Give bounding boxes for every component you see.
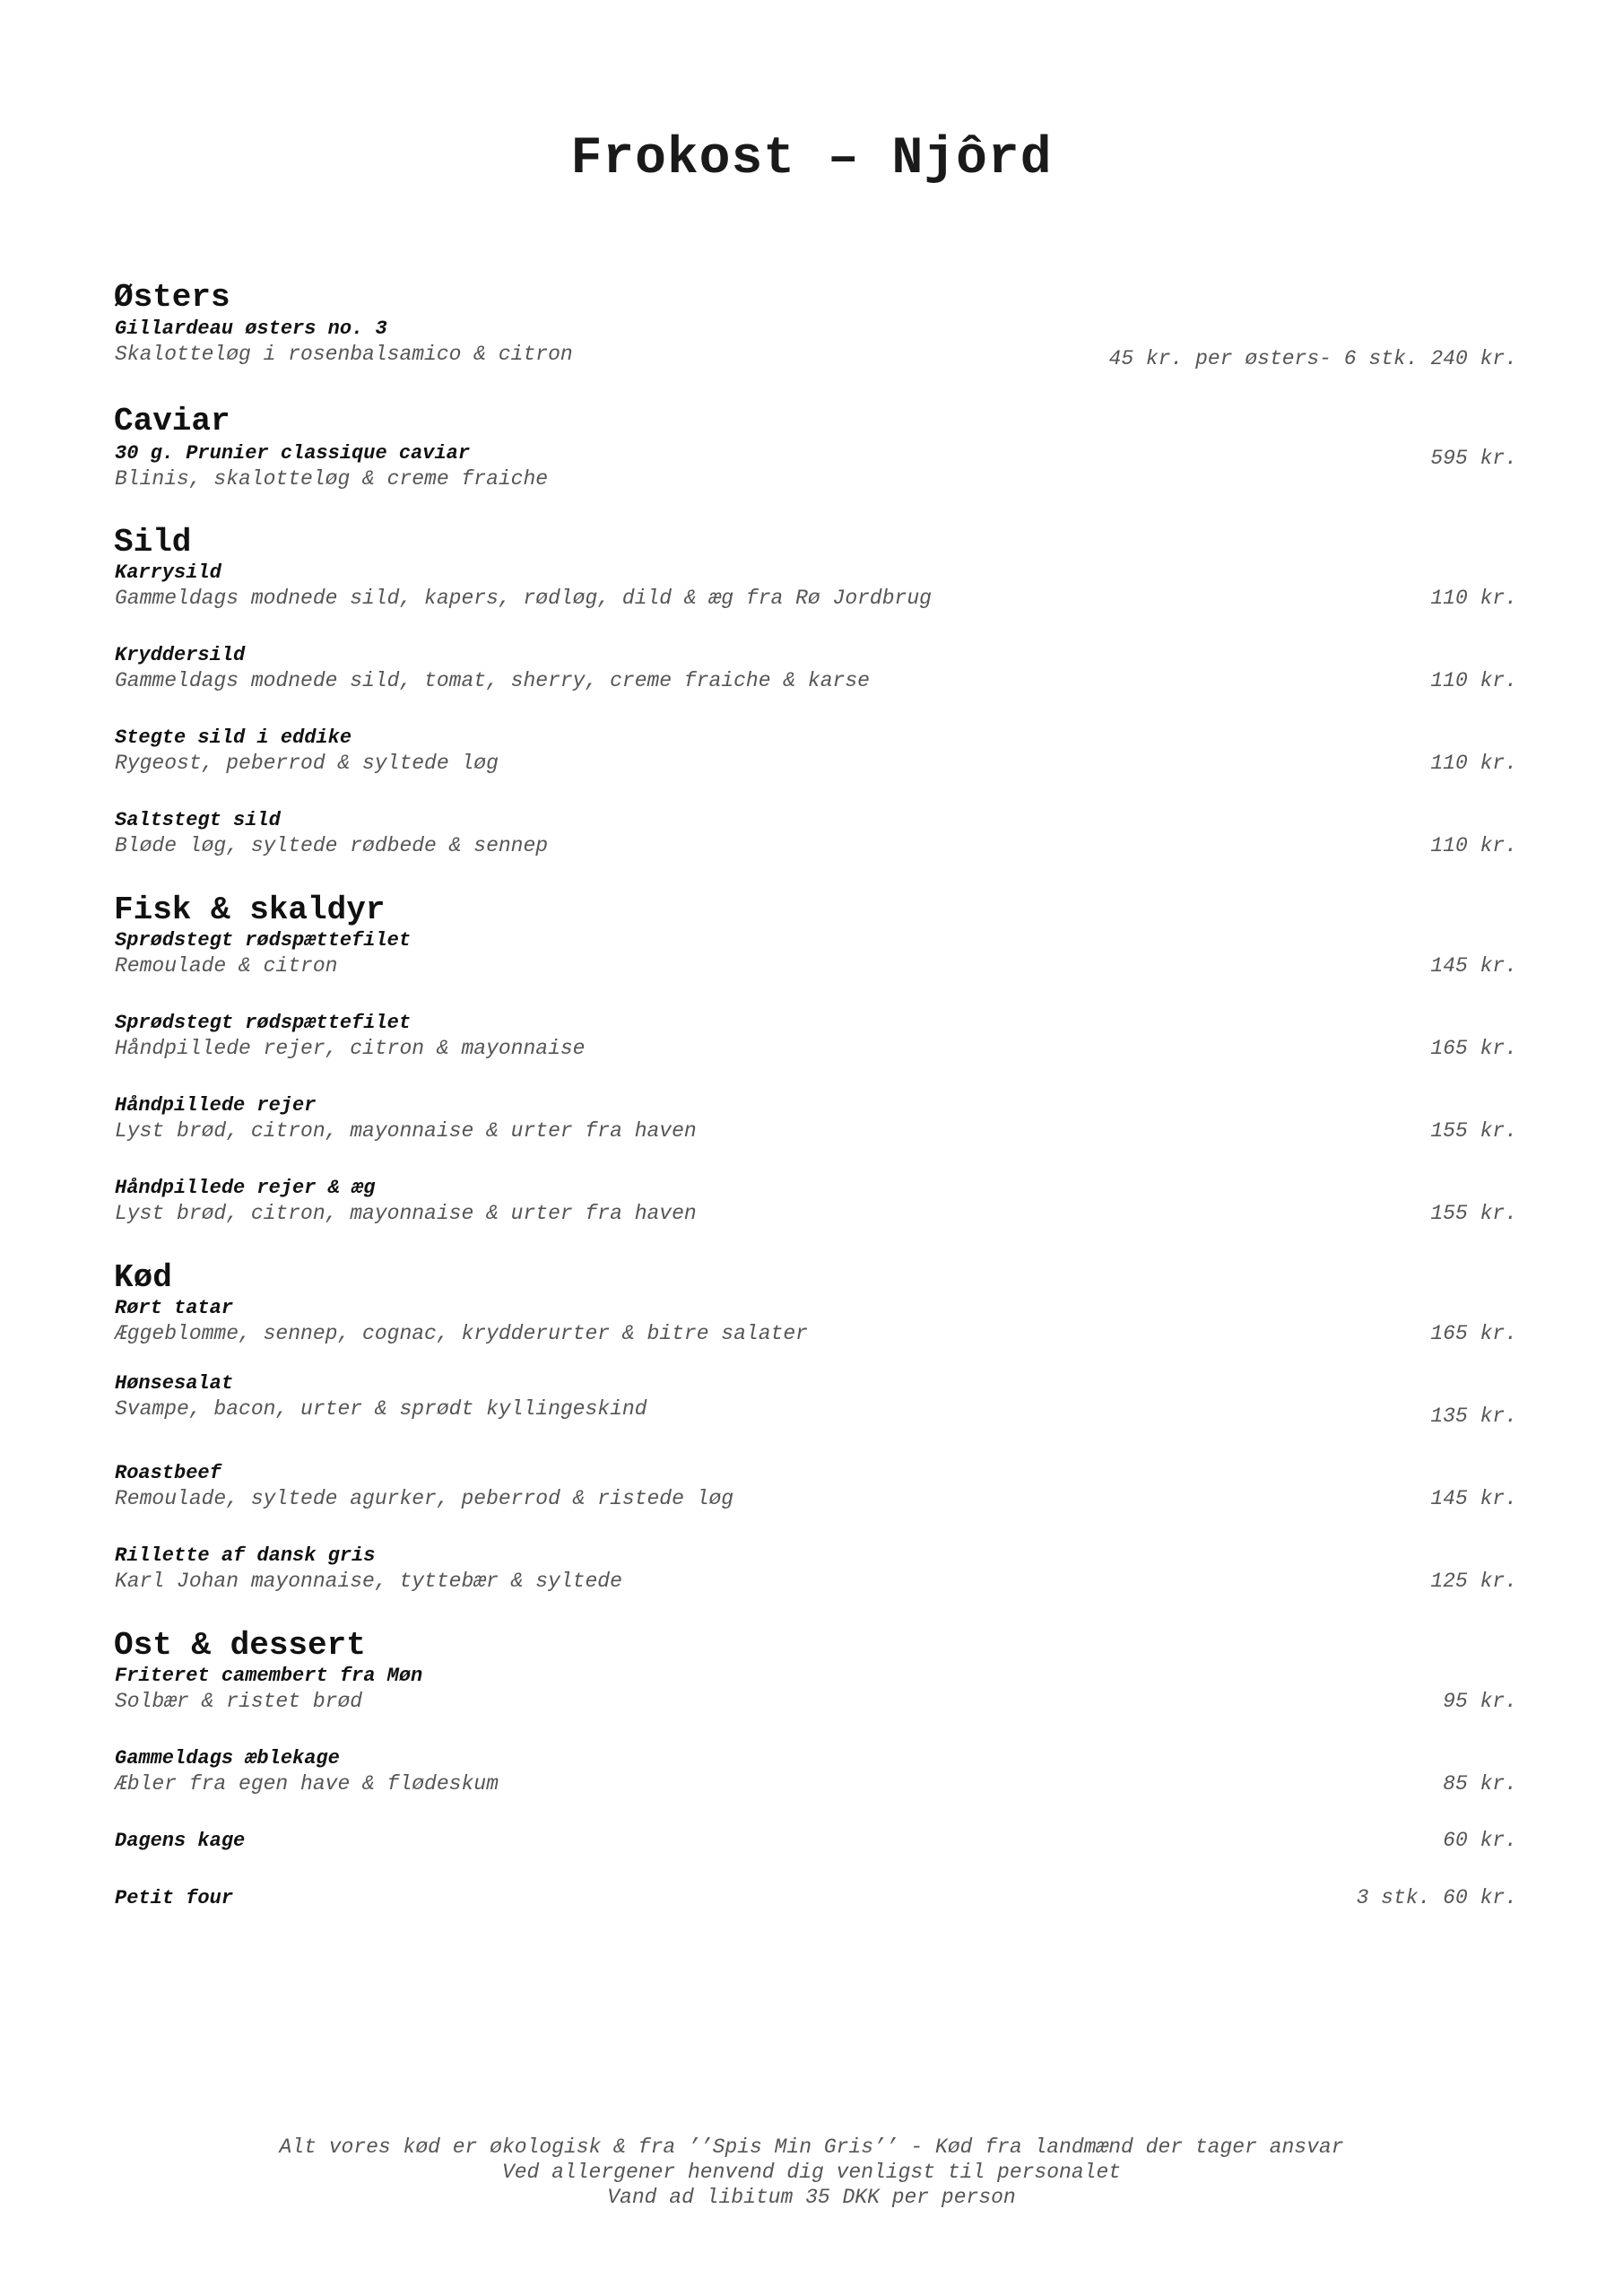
- menu-item-description: Æggeblomme, sennep, cognac, krydderurter & bitre salater: [115, 1322, 808, 1345]
- menu-item-price: 155 kr.: [1430, 1202, 1517, 1225]
- menu-item-name: Håndpillede rejer: [115, 1094, 317, 1117]
- menu-item-price: 135 kr.: [1430, 1405, 1517, 1428]
- menu-item-price: 145 kr.: [1430, 954, 1517, 978]
- menu-item-name: Stegte sild i eddike: [115, 726, 352, 749]
- menu-item-name: Kryddersild: [115, 644, 246, 666]
- menu-item-description: Håndpillede rejer, citron & mayonnaise: [115, 1037, 586, 1060]
- menu-item-description: Blinis, skalotteløg & creme fraiche: [115, 467, 549, 491]
- menu-item-name: Dagens kage: [115, 1830, 246, 1852]
- menu-item-description: Bløde løg, syltede rødbede & sennep: [115, 834, 549, 857]
- footer-note-allergens: Ved allergener henvend dig venligst til personalet: [501, 2161, 1122, 2184]
- section-heading-kod: Kød: [114, 1259, 172, 1296]
- menu-item-description: Gammeldags modnede sild, tomat, sherry, creme fraiche & karse: [115, 669, 870, 692]
- menu-item-price: 110 kr.: [1430, 669, 1517, 692]
- section-heading-sild: Sild: [114, 524, 192, 561]
- section-heading-ost-dessert: Ost & dessert: [114, 1627, 366, 1664]
- footer-note-organic: Alt vores kød er økologisk & fra ’’Spis Min Gris’’ - Kød fra landmænd der tager ansvar: [279, 2135, 1344, 2159]
- menu-item-description: Svampe, bacon, urter & sprødt kyllingeskind: [115, 1397, 647, 1421]
- menu-item-price: 110 kr.: [1430, 834, 1517, 857]
- menu-item-name: Friteret camembert fra Møn: [115, 1665, 423, 1687]
- footer-note-water: Vand ad libitum 35 DKK per person: [607, 2186, 1016, 2209]
- menu-item-name: Petit four: [115, 1887, 234, 1909]
- menu-item-name: Hønsesalat: [115, 1372, 234, 1395]
- menu-item-price: 45 kr. per østers- 6 stk. 240 kr.: [1108, 347, 1517, 370]
- section-heading-fisk-skaldyr: Fisk & skaldyr: [114, 891, 386, 928]
- menu-item-description: Remoulade & citron: [115, 954, 338, 978]
- menu-item-description: Rygeost, peberrod & syltede løg: [115, 752, 499, 775]
- menu-item-name: Rillette af dansk gris: [115, 1544, 376, 1567]
- menu-item-name: Karrysild: [115, 561, 221, 584]
- section-heading-osters: Østers: [114, 279, 230, 316]
- menu-item-description: Skalotteløg i rosenbalsamico & citron: [115, 343, 573, 366]
- menu-item-price: 85 kr.: [1443, 1772, 1517, 1796]
- menu-item-price: 125 kr.: [1430, 1570, 1517, 1593]
- menu-item-description: Remoulade, syltede agurker, peberrod & ristede løg: [115, 1487, 734, 1510]
- menu-item-price: 595 kr.: [1430, 447, 1517, 470]
- menu-item-price: 3 stk. 60 kr.: [1356, 1886, 1517, 1909]
- menu-item-price: 165 kr.: [1430, 1037, 1517, 1060]
- menu-item-description: Solbær & ristet brød: [115, 1690, 363, 1713]
- menu-item-price: 145 kr.: [1430, 1487, 1517, 1510]
- menu-item-name: Roastbeef: [115, 1462, 221, 1484]
- menu-item-description: Gammeldags modnede sild, kapers, rødløg, dild & æg fra Rø Jordbrug: [115, 587, 932, 610]
- menu-item-name: Gammeldags æblekage: [115, 1747, 340, 1770]
- menu-item-description: Lyst brød, citron, mayonnaise & urter fra haven: [115, 1119, 697, 1143]
- page-title: Frokost – Njôrd: [570, 130, 1053, 188]
- menu-item-price: 110 kr.: [1430, 587, 1517, 610]
- menu-item-description: Æbler fra egen have & flødeskum: [115, 1772, 499, 1796]
- menu-item-price: 95 kr.: [1443, 1690, 1517, 1713]
- menu-item-name: Sprødstegt rødspættefilet: [115, 929, 412, 952]
- menu-item-name: Håndpillede rejer & æg: [115, 1177, 376, 1199]
- menu-item-price: 155 kr.: [1430, 1119, 1517, 1143]
- section-heading-caviar: Caviar: [114, 403, 230, 439]
- menu-item-price: 110 kr.: [1430, 752, 1517, 775]
- menu-item-name: Sprødstegt rødspættefilet: [115, 1012, 412, 1034]
- menu-item-name: Rørt tatar: [115, 1297, 234, 1319]
- menu-item-description: Karl Johan mayonnaise, tyttebær & syltede: [115, 1570, 622, 1593]
- menu-item-name: 30 g. Prunier classique caviar: [115, 442, 471, 465]
- menu-item-price: 165 kr.: [1430, 1322, 1517, 1345]
- menu-item-name: Saltstegt sild: [115, 809, 281, 831]
- menu-item-price: 60 kr.: [1443, 1829, 1517, 1852]
- menu-item-description: Lyst brød, citron, mayonnaise & urter fra haven: [115, 1202, 697, 1225]
- menu-item-name: Gillardeau østers no. 3: [115, 317, 387, 340]
